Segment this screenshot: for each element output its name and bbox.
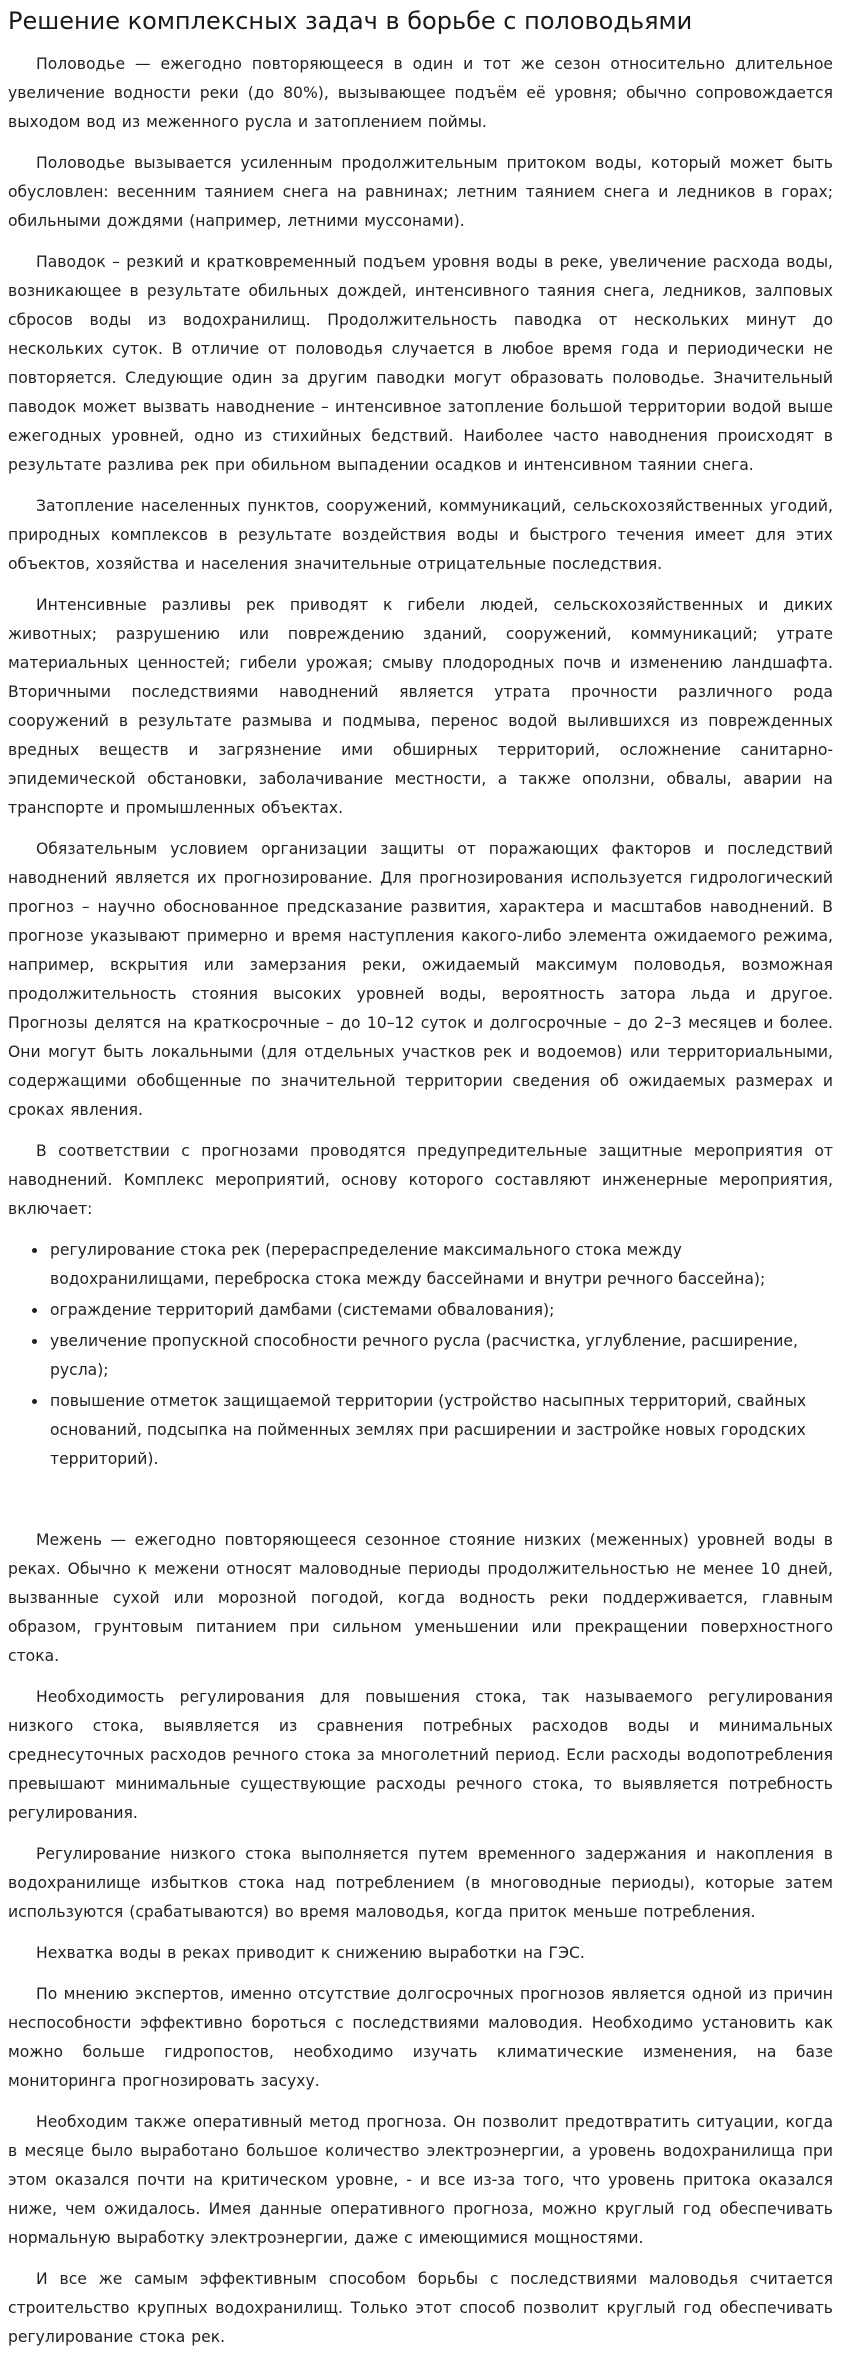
list-item: • регулирование стока рек (перераспределение максимального стока между водохранилищами, переброска стока между бассейнами и внутри речного бассейна); — [48, 1236, 833, 1294]
measures-list — [8, 1236, 833, 1474]
list-item: • повышение отметок защищаемой территории (устройство насыпных территорий, свайных оснований, подсыпка на пойменных землях при расширении и застройке новых городских территорий). — [48, 1387, 833, 1474]
paragraph-operational-forecast: Необходим также оперативный метод прогноза. Он позволит предотвратить ситуации, когда в месяце было выработано большое количество электроэнергии, а уровень водохранилища при этом оказался почти на критическом уровне, - и все из-за того, что уровень притока оказался ниже, чем ожидалось. Имея данные оперативного прогноза, можно круглый год обеспечивать нормальную выработку электроэнергии, даже с имеющимися мощностями. — [8, 2113, 833, 2247]
paragraph-consequences: Интенсивные разливы рек приводят к гибели людей, сельскохозяйственных и диких животных; разрушению или повреждению зданий, сооружений, коммуникаций; утрате материальных ценностей; гибели урожая; смыву плодородных почв и изменению ландшафта. Вторичными последствиями наводнений является утрата прочности различного рода сооружений в результате размыва и подмыва, перенос водой вылившихся из поврежденных вредных веществ и загрязнение ими обширных территорий, осложнение санитарно-эпидемической обстановки, заболачивание местности, а также оползни, обвалы, аварии на транспорте и промышленных объектах. — [8, 596, 833, 817]
paragraph-experts: По мнению экспертов, именно отсутствие долгосрочных прогнозов является одной из причин неспособности эффективно бороться с последствиями маловодия. Необходимо установить как можно больше гидропостов, необходимо изучать климатические изменения, на базе мониторинга прогнозировать засуху. — [8, 1985, 833, 2090]
list-item: • ограждение территорий дамбами (системами обвалования); — [48, 1296, 833, 1325]
paragraph-regulation-method: Регулирование низкого стока выполняется путем временного задержания и накопления в водохранилище избытков стока над потреблением (в многоводные периоды), которые затем используются (срабатываются) во время маловодья, когда приток меньше потребления. — [8, 1845, 833, 1921]
paragraph-flood-definition: Половодье — ежегодно повторяющееся в один и тот же сезон относительно длительное увеличение водности реки (до 80%), вызывающее подъём её уровня; обычно сопровождается выходом вод из меженного русла и затоплением поймы. — [8, 55, 833, 131]
paragraph-inundation: Затопление населенных пунктов, сооружений, коммуникаций, сельскохозяйственных угодий, природных комплексов в результате воздействия воды и быстрого течения имеет для этих объектов, хозяйства и населения значительные отрицательные последствия. — [8, 497, 833, 573]
paragraph-flood-causes: Половодье вызывается усиленным продолжительным притоком воды, который может быть обусловлен: весенним таянием снега на равнинах; летним таянием снега и ледников в горах; обильными дождями (например, летними муссонами). — [8, 154, 833, 230]
section-divider — [8, 1486, 833, 1526]
paragraph-low-water: Межень — ежегодно повторяющееся сезонное стояние низких (меженных) уровней воды в реках. Обычно к межени относят маловодные периоды продолжительностью не менее 10 дней, вызванные сухой или морозной погодой, когда водность реки поддерживается, главным образом, грунтовым питанием при сильном уменьшении или прекращении поверхностного стока. — [8, 1531, 833, 1665]
list-item: • увеличение пропускной способности речного русла (расчистка, углубление, расширение, русла); — [48, 1327, 833, 1385]
paragraph-freshet: Паводок – резкий и кратковременный подъем уровня воды в реке, увеличение расхода воды, возникающее в результате обильных дождей, интенсивного таяния снега, ледников, залповых сбросов воды из водохранилищ. Продолжительность паводка от нескольких минут до нескольких суток. В отличие от половодья случается в любое время года и периодически не повторяется. Следующие один за другим паводки могут образовать половодье. Значительный паводок может вызвать наводнение – интенсивное затопление большой территории водой выше ежегодных уровней, одно из стихийных бедствий. Наиболее часто наводнения происходят в результате разлива рек при обильном выпадении осадков и интенсивном таянии снега. — [8, 253, 833, 474]
paragraph-forecasting: Обязательным условием организации защиты от поражающих факторов и последствий наводнений является их прогнозирование. Для прогнозирования используется гидрологический прогноз – научно обоснованное предсказание развития, характера и масштабов наводнений. В прогнозе указывают примерно и время наступления какого-либо элемента ожидаемого режима, например, вскрытия или замерзания реки, ожидаемый максимум половодья, возможная продолжительность стояния высоких уровней воды, вероятность затора льда и другое. Прогнозы делятся на краткосрочные – до 10–12 суток и долгосрочные – до 2–3 месяцев и более. Они могут быть локальными (для отдельных участков рек и водоемов) или территориальными, содержащими обобщенные по значительной территории сведения об ожидаемых размерах и сроках явления. — [8, 840, 833, 1119]
paragraph-regulation-need: Необходимость регулирования для повышения стока, так называемого регулирования низкого стока, выявляется из сравнения потребных расходов воды и минимальных среднесуточных расходов речного стока за многолетний период. Если расходы водопотребления превышают минимальные существующие расходы речного стока, то выявляется потребность регулирования. — [8, 1688, 833, 1822]
page-title: Решение комплексных задач в борьбе с половодьями — [8, 7, 693, 35]
paragraph-hydro-shortage: Нехватка воды в реках приводит к снижению выработки на ГЭС. — [36, 1944, 585, 1962]
paragraph-protective-measures: В соответствии с прогнозами проводятся предупредительные защитные мероприятия от наводнений. Комплекс мероприятий, основу которого составляют инженерные мероприятия, включает: — [8, 1142, 833, 1218]
paragraph-reservoirs: И все же самым эффективным способом борьбы с последствиями маловодья считается строительство крупных водохранилищ. Только этот способ позволит круглый год обеспечивать регулирование стока рек. — [8, 2270, 833, 2346]
